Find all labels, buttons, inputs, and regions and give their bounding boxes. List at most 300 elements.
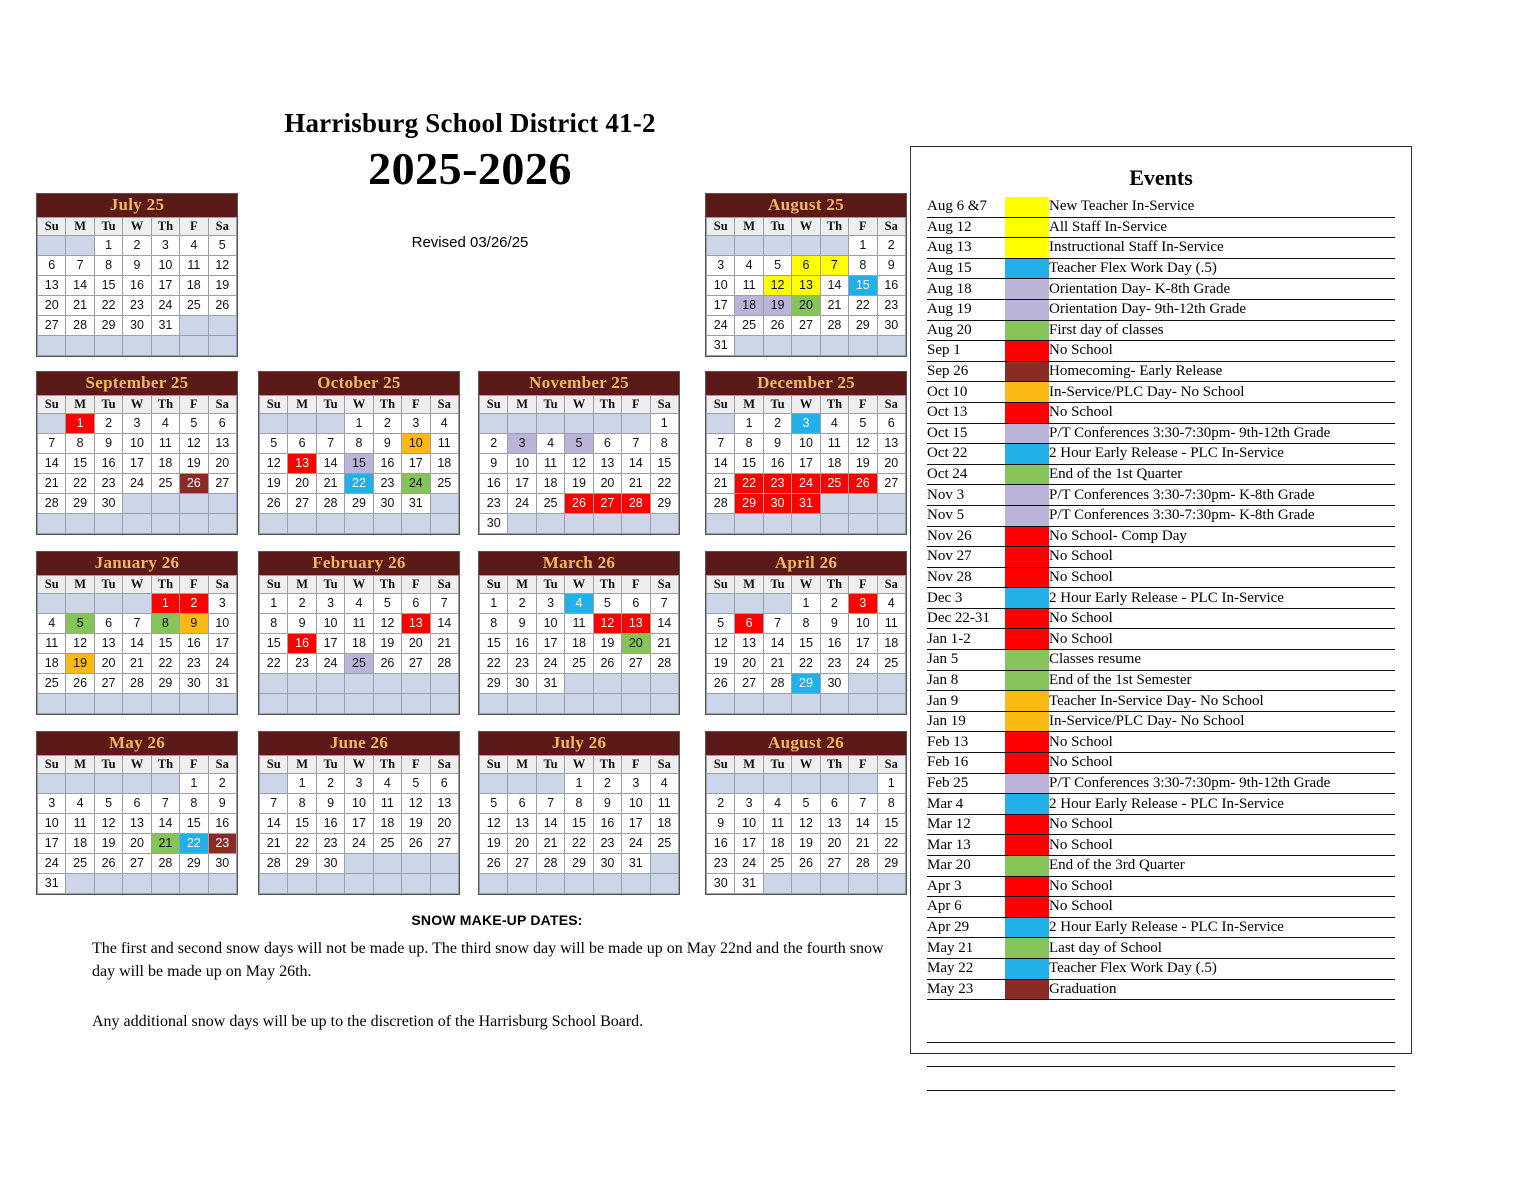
day-cell: 4	[345, 593, 373, 613]
day-cell: 20	[820, 833, 848, 853]
week-row	[480, 433, 679, 453]
weekday-header-f: F	[402, 395, 430, 413]
weekday-header-sa: Sa	[650, 395, 678, 413]
day-cell: 6	[593, 433, 621, 453]
day-cell: 11	[650, 793, 678, 813]
day-cell-highlighted: 30	[763, 493, 791, 513]
day-cell: 15	[260, 633, 288, 653]
day-cell: 5	[849, 413, 877, 433]
event-date: Jan 9	[927, 691, 1005, 712]
weekday-header-row	[38, 755, 237, 773]
weekday-header-tu: Tu	[536, 395, 564, 413]
empty-day-cell	[316, 413, 344, 433]
day-cell: 15	[877, 813, 905, 833]
day-cell: 24	[707, 315, 735, 335]
day-cell: 7	[849, 793, 877, 813]
day-cell: 6	[123, 793, 151, 813]
event-color-swatch	[1005, 897, 1049, 918]
empty-day-cell	[402, 853, 430, 873]
event-color-swatch	[1005, 670, 1049, 691]
month-table	[479, 755, 679, 894]
week-row	[260, 813, 459, 833]
day-cell-highlighted: 3	[792, 413, 820, 433]
day-cell: 10	[208, 613, 236, 633]
color-swatch-red	[1005, 732, 1049, 752]
day-cell: 9	[208, 793, 236, 813]
empty-day-cell	[820, 873, 848, 893]
weekday-header-m: M	[66, 395, 94, 413]
event-date: Apr 6	[927, 897, 1005, 918]
day-cell: 11	[151, 433, 179, 453]
event-label: Teacher In-Service Day- No School	[1049, 691, 1395, 712]
empty-day-cell	[402, 693, 430, 713]
day-cell: 27	[208, 473, 236, 493]
day-cell: 31	[622, 853, 650, 873]
day-cell: 11	[66, 813, 94, 833]
day-cell: 10	[151, 255, 179, 275]
event-label	[1049, 1019, 1395, 1043]
day-cell: 3	[316, 593, 344, 613]
day-cell: 27	[402, 653, 430, 673]
day-cell: 11	[763, 813, 791, 833]
event-date: Aug 15	[927, 258, 1005, 279]
day-cell: 1	[260, 593, 288, 613]
month-title: January 26	[37, 552, 237, 575]
weekday-header-row	[480, 395, 679, 413]
empty-day-cell	[316, 693, 344, 713]
day-cell: 27	[430, 833, 458, 853]
event-color-swatch	[1005, 588, 1049, 609]
day-cell: 21	[763, 653, 791, 673]
day-cell: 5	[480, 793, 508, 813]
weekday-header-su: Su	[38, 575, 66, 593]
empty-day-cell	[877, 513, 905, 533]
day-cell: 30	[316, 853, 344, 873]
day-cell: 3	[536, 593, 564, 613]
weekday-header-su: Su	[38, 395, 66, 413]
weekday-header-m: M	[735, 575, 763, 593]
day-cell: 3	[345, 773, 373, 793]
day-cell: 12	[480, 813, 508, 833]
day-cell: 31	[38, 873, 66, 893]
event-row	[927, 320, 1395, 341]
day-cell: 16	[877, 275, 905, 295]
week-row	[480, 593, 679, 613]
color-swatch-red	[1005, 835, 1049, 855]
day-cell: 22	[877, 833, 905, 853]
weekday-header-m: M	[508, 395, 536, 413]
event-date: Nov 3	[927, 485, 1005, 506]
empty-day-cell	[38, 235, 66, 255]
event-color-swatch	[1005, 279, 1049, 300]
day-cell: 25	[877, 653, 905, 673]
event-date: Oct 13	[927, 402, 1005, 423]
empty-day-cell	[480, 773, 508, 793]
empty-day-cell	[565, 413, 593, 433]
empty-day-cell	[151, 493, 179, 513]
empty-day-cell	[792, 235, 820, 255]
day-cell: 10	[707, 275, 735, 295]
month-table	[37, 575, 237, 714]
event-date: Dec 3	[927, 588, 1005, 609]
day-cell-highlighted: 29	[792, 673, 820, 693]
weekday-header-su: Su	[260, 395, 288, 413]
event-row	[927, 711, 1395, 732]
weekday-header-su: Su	[38, 217, 66, 235]
event-date: Apr 3	[927, 876, 1005, 897]
event-label: P/T Conferences 3:30-7:30pm- K-8th Grade	[1049, 505, 1395, 526]
day-cell: 5	[373, 593, 401, 613]
event-label: No School	[1049, 402, 1395, 423]
event-row	[927, 917, 1395, 938]
day-cell: 19	[260, 473, 288, 493]
empty-day-cell	[180, 335, 208, 355]
day-cell: 30	[820, 673, 848, 693]
day-cell: 28	[430, 653, 458, 673]
event-color-swatch	[1005, 217, 1049, 238]
week-row	[480, 473, 679, 493]
day-cell: 25	[650, 833, 678, 853]
day-cell: 9	[707, 813, 735, 833]
week-row	[260, 673, 459, 693]
empty-day-cell	[565, 873, 593, 893]
color-swatch-cyan	[1005, 959, 1049, 979]
day-cell: 11	[430, 433, 458, 453]
weekday-header-row	[707, 755, 906, 773]
event-label: Homecoming- Early Release	[1049, 361, 1395, 382]
empty-day-cell	[208, 315, 236, 335]
day-cell: 8	[66, 433, 94, 453]
event-color-swatch	[1005, 299, 1049, 320]
event-color-swatch	[1005, 238, 1049, 259]
events-title: Events	[1129, 165, 1193, 190]
week-row	[38, 513, 237, 533]
event-row	[927, 876, 1395, 897]
event-date: Mar 12	[927, 814, 1005, 835]
week-row	[260, 833, 459, 853]
day-cell-highlighted: 18	[735, 295, 763, 315]
empty-day-cell	[735, 235, 763, 255]
day-cell: 15	[180, 813, 208, 833]
day-cell: 15	[288, 813, 316, 833]
event-color-swatch	[1005, 341, 1049, 362]
day-cell: 6	[208, 413, 236, 433]
day-cell: 17	[38, 833, 66, 853]
day-cell: 14	[849, 813, 877, 833]
month-title: May 26	[37, 732, 237, 755]
day-cell: 22	[650, 473, 678, 493]
week-row	[480, 413, 679, 433]
day-cell: 2	[763, 413, 791, 433]
day-cell: 30	[180, 673, 208, 693]
day-cell: 28	[66, 315, 94, 335]
week-row	[260, 633, 459, 653]
day-cell: 15	[792, 633, 820, 653]
event-label: Teacher Flex Work Day (.5)	[1049, 958, 1395, 979]
week-row	[707, 853, 906, 873]
event-color-swatch	[1005, 711, 1049, 732]
event-date: Mar 20	[927, 856, 1005, 877]
event-label: No School	[1049, 547, 1395, 568]
weekday-header-m: M	[508, 755, 536, 773]
empty-day-cell	[565, 673, 593, 693]
day-cell: 24	[849, 653, 877, 673]
day-cell-highlighted: 23	[763, 473, 791, 493]
weekday-header-w: W	[565, 575, 593, 593]
day-cell-highlighted: 28	[622, 493, 650, 513]
day-cell: 27	[622, 653, 650, 673]
event-color-swatch	[1005, 423, 1049, 444]
day-cell: 13	[877, 433, 905, 453]
empty-day-cell	[260, 673, 288, 693]
event-color-swatch	[1005, 753, 1049, 774]
empty-day-cell	[622, 413, 650, 433]
empty-day-cell	[763, 773, 791, 793]
week-row	[38, 693, 237, 713]
day-cell: 14	[650, 613, 678, 633]
event-label: P/T Conferences 3:30-7:30pm- 9th-12th Grade	[1049, 423, 1395, 444]
day-cell: 27	[792, 315, 820, 335]
weekday-header-f: F	[402, 575, 430, 593]
event-date: Mar 4	[927, 794, 1005, 815]
event-row	[927, 588, 1395, 609]
weekday-header-f: F	[849, 217, 877, 235]
day-cell: 10	[316, 613, 344, 633]
day-cell: 8	[877, 793, 905, 813]
weekday-header-th: Th	[373, 395, 401, 413]
event-color-swatch	[1005, 382, 1049, 403]
weekday-header-su: Su	[480, 395, 508, 413]
empty-day-cell	[849, 773, 877, 793]
day-cell: 9	[763, 433, 791, 453]
day-cell: 28	[151, 853, 179, 873]
day-cell: 19	[707, 653, 735, 673]
day-cell: 18	[877, 633, 905, 653]
day-cell: 15	[480, 633, 508, 653]
weekday-header-row	[707, 217, 906, 235]
weekday-header-w: W	[792, 575, 820, 593]
day-cell: 7	[123, 613, 151, 633]
day-cell: 30	[877, 315, 905, 335]
day-cell: 24	[345, 833, 373, 853]
week-row	[260, 793, 459, 813]
color-swatch-green	[1005, 650, 1049, 670]
color-swatch-purple	[1005, 424, 1049, 444]
day-cell: 8	[260, 613, 288, 633]
color-swatch-cyan	[1005, 588, 1049, 608]
day-cell: 18	[763, 833, 791, 853]
day-cell: 20	[402, 633, 430, 653]
empty-day-cell	[151, 873, 179, 893]
day-cell: 7	[707, 433, 735, 453]
day-cell: 16	[820, 633, 848, 653]
weekday-header-th: Th	[820, 217, 848, 235]
day-cell: 12	[707, 633, 735, 653]
day-cell: 23	[373, 473, 401, 493]
day-cell: 22	[565, 833, 593, 853]
day-cell: 25	[38, 673, 66, 693]
day-cell: 14	[536, 813, 564, 833]
day-cell: 4	[373, 773, 401, 793]
week-row	[260, 773, 459, 793]
day-cell: 16	[480, 473, 508, 493]
empty-day-cell	[94, 593, 122, 613]
event-row	[927, 423, 1395, 444]
empty-day-cell	[820, 335, 848, 355]
day-cell: 23	[480, 493, 508, 513]
day-cell: 8	[345, 433, 373, 453]
empty-day-cell	[849, 493, 877, 513]
month-block-april-26	[705, 551, 907, 715]
weekday-header-f: F	[622, 395, 650, 413]
empty-day-cell	[345, 693, 373, 713]
empty-day-cell	[94, 693, 122, 713]
day-cell: 19	[94, 833, 122, 853]
month-table	[706, 395, 906, 534]
event-row	[927, 938, 1395, 959]
day-cell: 1	[849, 235, 877, 255]
empty-day-cell	[38, 773, 66, 793]
event-label: End of the 3rd Quarter	[1049, 856, 1395, 877]
color-swatch-red	[1005, 403, 1049, 423]
day-cell: 24	[38, 853, 66, 873]
day-cell: 26	[66, 673, 94, 693]
day-cell: 29	[66, 493, 94, 513]
day-cell: 26	[402, 833, 430, 853]
event-color-swatch	[1005, 361, 1049, 382]
day-cell: 29	[288, 853, 316, 873]
day-cell: 7	[763, 613, 791, 633]
day-cell: 23	[123, 295, 151, 315]
day-cell: 27	[288, 493, 316, 513]
day-cell: 14	[622, 453, 650, 473]
event-label: No School	[1049, 897, 1395, 918]
event-blank-row	[927, 1019, 1395, 1043]
event-label: Orientation Day- 9th-12th Grade	[1049, 299, 1395, 320]
day-cell: 4	[763, 793, 791, 813]
weekday-header-row	[38, 395, 237, 413]
weekday-header-w: W	[345, 755, 373, 773]
day-cell: 30	[508, 673, 536, 693]
month-table	[706, 755, 906, 894]
day-cell: 1	[877, 773, 905, 793]
day-cell: 13	[820, 813, 848, 833]
weekday-header-f: F	[180, 575, 208, 593]
day-cell: 21	[430, 633, 458, 653]
weekday-header-row	[38, 575, 237, 593]
event-label: Instructional Staff In-Service	[1049, 238, 1395, 259]
day-cell: 15	[66, 453, 94, 473]
day-cell: 19	[373, 633, 401, 653]
day-cell: 7	[316, 433, 344, 453]
day-cell: 19	[849, 453, 877, 473]
empty-day-cell	[508, 873, 536, 893]
day-cell: 6	[288, 433, 316, 453]
empty-day-cell	[820, 513, 848, 533]
day-cell: 8	[849, 255, 877, 275]
empty-day-cell	[735, 335, 763, 355]
event-row	[927, 629, 1395, 650]
snow-makeup-section	[92, 912, 902, 1034]
event-color-swatch	[1005, 773, 1049, 794]
week-row	[38, 833, 237, 853]
event-label: In-Service/PLC Day- No School	[1049, 711, 1395, 732]
week-row	[707, 433, 906, 453]
snow-makeup-paragraph-1: The first and second snow days will not be made up. The third snow day will be made up on May 22nd and the fourth snow day will be made up on May 26th.	[92, 940, 884, 981]
day-cell: 25	[565, 653, 593, 673]
event-row	[927, 691, 1395, 712]
event-date: Jan 19	[927, 711, 1005, 732]
day-cell-highlighted: 26	[565, 493, 593, 513]
event-date: Sep 26	[927, 361, 1005, 382]
event-label: 2 Hour Early Release - PLC In-Service	[1049, 444, 1395, 465]
day-cell-highlighted: 22	[180, 833, 208, 853]
day-cell-highlighted: 2	[180, 593, 208, 613]
day-cell: 23	[508, 653, 536, 673]
weekday-header-m: M	[66, 217, 94, 235]
month-table	[259, 755, 459, 894]
day-cell: 2	[480, 433, 508, 453]
empty-day-cell	[849, 335, 877, 355]
color-swatch-green	[1005, 856, 1049, 876]
day-cell: 17	[707, 295, 735, 315]
day-cell: 17	[622, 813, 650, 833]
weekday-header-tu: Tu	[316, 575, 344, 593]
event-date: Oct 10	[927, 382, 1005, 403]
event-label	[1049, 1043, 1395, 1067]
day-cell: 28	[650, 653, 678, 673]
empty-day-cell	[66, 773, 94, 793]
day-cell: 18	[38, 653, 66, 673]
day-cell: 4	[536, 433, 564, 453]
month-title: July 26	[479, 732, 679, 755]
event-label: No School	[1049, 876, 1395, 897]
event-color-swatch	[1005, 197, 1049, 217]
day-cell: 25	[430, 473, 458, 493]
week-row	[260, 413, 459, 433]
day-cell: 13	[508, 813, 536, 833]
empty-day-cell	[820, 493, 848, 513]
event-label: End of the 1st Semester	[1049, 670, 1395, 691]
day-cell: 1	[735, 413, 763, 433]
empty-day-cell	[792, 335, 820, 355]
day-cell: 21	[316, 473, 344, 493]
color-swatch-red	[1005, 629, 1049, 649]
empty-day-cell	[123, 593, 151, 613]
weekday-header-m: M	[735, 755, 763, 773]
day-cell: 25	[763, 853, 791, 873]
day-cell: 16	[208, 813, 236, 833]
day-cell: 6	[508, 793, 536, 813]
empty-day-cell	[123, 493, 151, 513]
weekday-header-th: Th	[820, 575, 848, 593]
day-cell-highlighted: 8	[151, 613, 179, 633]
day-cell: 9	[316, 793, 344, 813]
weekday-header-th: Th	[151, 217, 179, 235]
color-swatch-red	[1005, 568, 1049, 588]
color-swatch-cyan	[1005, 794, 1049, 814]
month-table	[37, 217, 237, 356]
day-cell: 14	[707, 453, 735, 473]
day-cell: 6	[877, 413, 905, 433]
empty-day-cell	[593, 693, 621, 713]
color-swatch-yellow	[1005, 238, 1049, 258]
week-row	[707, 235, 906, 255]
color-swatch-orange	[1005, 691, 1049, 711]
weekday-header-tu: Tu	[94, 395, 122, 413]
weekday-header-w: W	[345, 395, 373, 413]
event-date: Dec 22-31	[927, 608, 1005, 629]
